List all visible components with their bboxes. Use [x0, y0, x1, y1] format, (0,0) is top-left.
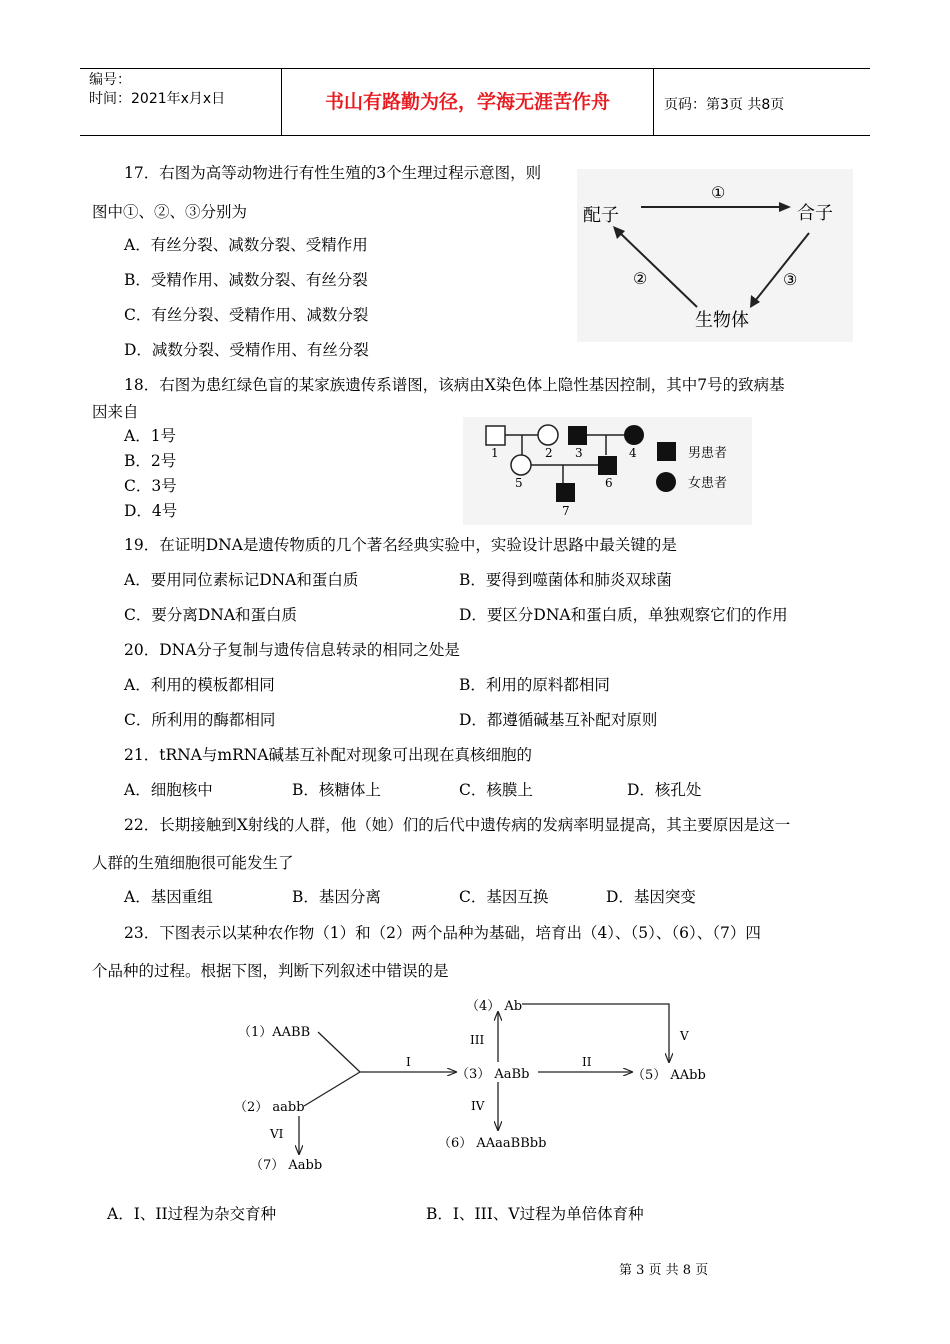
q21-option-b: B．核糖体上: [292, 781, 381, 799]
q18-option-d: D．4号: [124, 502, 178, 520]
pedigree-label-5: 5: [515, 476, 523, 490]
q18-option-c: C．3号: [124, 477, 177, 495]
q18-stem-line2: 因来自: [92, 403, 139, 421]
legend-female-patient-icon: [656, 472, 676, 492]
q22-option-a: A．基因重组: [124, 888, 213, 906]
process-ii-label: II: [582, 1055, 592, 1069]
legend-female-patient: 女患者: [688, 476, 728, 491]
q17-arrow-2: [619, 232, 697, 307]
q21-stem: 21．tRNA与mRNA碱基互补配对现象可出现在真核细胞的: [124, 746, 533, 764]
q17-step-2: ②: [633, 269, 648, 288]
q22-option-d: D．基因突变: [606, 888, 696, 906]
q17-figure: [577, 169, 853, 342]
q19-option-d: D．要区分DNA和蛋白质，单独观察它们的作用: [459, 606, 788, 624]
q17-option-b: B．受精作用、减数分裂、有丝分裂: [124, 271, 368, 289]
pedigree-5-female: [511, 455, 531, 475]
q23-option-b: B．I、III、V过程为单倍体育种: [426, 1205, 644, 1223]
q17-arrowhead-1: [779, 202, 791, 212]
q17-step-3: ③: [783, 270, 798, 289]
q22-option-b: B．基因分离: [292, 888, 381, 906]
pedigree-label-3: 3: [575, 446, 583, 460]
q22-option-c: C．基因互换: [459, 888, 549, 906]
q18-pedigree: [463, 417, 752, 525]
process-v-label: V: [680, 1029, 689, 1043]
q17-stem-line2: 图中①、②、③分别为: [92, 203, 248, 221]
pedigree-2-female: [538, 425, 558, 445]
process-iv-label: IV: [471, 1099, 485, 1113]
q17-step-1: ①: [711, 183, 726, 202]
pedigree-label-6: 6: [605, 476, 613, 490]
q17-stem-line1: 17．右图为高等动物进行有性生殖的3个生理过程示意图，则: [124, 164, 542, 182]
pedigree-label-2: 2: [545, 446, 553, 460]
q18-option-b: B．2号: [124, 452, 177, 470]
q19-option-b: B．要得到噬菌体和肺炎双球菌: [459, 571, 672, 589]
q19-stem: 19．在证明DNA是遗传物质的几个著名经典实验中，实验设计思路中最关键的是: [124, 536, 677, 554]
variety-5: （5） AAbb: [632, 1068, 706, 1083]
process-i-label: I: [406, 1055, 411, 1069]
header-id-label: 编号：: [89, 72, 131, 88]
pedigree-label-7: 7: [562, 504, 570, 518]
page-header: [80, 68, 870, 136]
q17-option-d: D．减数分裂、受精作用、有丝分裂: [124, 341, 369, 359]
q21-option-d: D．核孔处: [627, 781, 702, 799]
q20-option-a: A．利用的模板都相同: [124, 676, 275, 694]
legend-male-patient-icon: [657, 442, 676, 461]
q21-option-c: C．核膜上: [459, 781, 533, 799]
pedigree-label-4: 4: [629, 446, 637, 460]
variety-3: （3） AaBb: [456, 1067, 530, 1082]
q20-option-b: B．利用的原料都相同: [459, 676, 610, 694]
cross-line-upper: [318, 1032, 360, 1072]
q19-option-a: A．要用同位素标记DNA和蛋白质: [124, 571, 359, 589]
q17-option-c: C．有丝分裂、受精作用、减数分裂: [124, 306, 369, 324]
pedigree-6-male-patient: [598, 456, 617, 475]
q20-option-c: C．所利用的酶都相同: [124, 711, 276, 729]
pedigree-7-male-patient: [556, 483, 575, 502]
q17-option-a: A．有丝分裂、减数分裂、受精作用: [124, 236, 368, 254]
pedigree-3-male-patient: [568, 426, 587, 445]
pedigree-1-male: [486, 426, 505, 445]
variety-4: （4） Ab: [466, 999, 523, 1014]
q20-stem: 20．DNA分子复制与遗传信息转录的相同之处是: [124, 641, 460, 659]
q22-stem-line2: 人群的生殖细胞很可能发生了: [92, 854, 294, 872]
q23-stem-line1: 23．下图表示以某种农作物（1）和（2）两个品种为基础，培育出（4）、（5）、（6）、（7）四: [124, 924, 761, 942]
q22-stem-line1: 22．长期接触到X射线的人群，他（她）们的后代中遗传病的发病率明显提高，其主要原因是这一: [124, 816, 791, 834]
header-date-label: 时间：2021年x月x日: [89, 91, 226, 107]
q17-fig-organism: 生物体: [695, 310, 749, 331]
header-motto: 书山有路勤为径，学海无涯苦作舟: [282, 69, 654, 135]
variety-1: （1）AABB: [238, 1025, 311, 1040]
q21-option-a: A．细胞核中: [124, 781, 213, 799]
pedigree-label-1: 1: [491, 446, 499, 460]
legend-male-patient: 男患者: [688, 446, 728, 461]
q23-option-a: A．I、II过程为杂交育种: [107, 1205, 277, 1223]
q18-option-a: A．1号: [124, 427, 177, 445]
header-meta: [80, 69, 282, 135]
cross-line-lower: [304, 1072, 360, 1106]
q23-stem-line2: 个品种的过程。根据下图，判断下列叙述中错误的是: [92, 962, 449, 980]
q17-arrow-3: [755, 233, 809, 301]
q23-breeding-diagram: [220, 990, 730, 1180]
variety-6: （6） AAaaBBbb: [438, 1136, 547, 1151]
variety-2: （2） aabb: [234, 1100, 305, 1115]
q20-option-d: D．都遵循碱基互补配对原则: [459, 711, 658, 729]
q19-option-c: C．要分离DNA和蛋白质: [124, 606, 298, 624]
page-footer: 第 3 页 共 8 页: [619, 1263, 709, 1278]
header-page-label: 页码：第3页 共8页: [664, 97, 785, 113]
pedigree-4-female-patient: [624, 425, 644, 445]
q17-fig-gamete: 配子: [583, 205, 619, 226]
q18-stem-line1: 18．右图为患红绿色盲的某家族遗传系谱图，该病由X染色体上隐性基因控制，其中7号的致病基: [124, 376, 785, 394]
process-vi-label: VI: [270, 1127, 284, 1141]
process-iii-label: III: [470, 1033, 485, 1047]
variety-7: （7） Aabb: [250, 1158, 323, 1173]
q17-fig-zygote: 合子: [797, 203, 833, 224]
process-v-arrow: [522, 1004, 669, 1062]
